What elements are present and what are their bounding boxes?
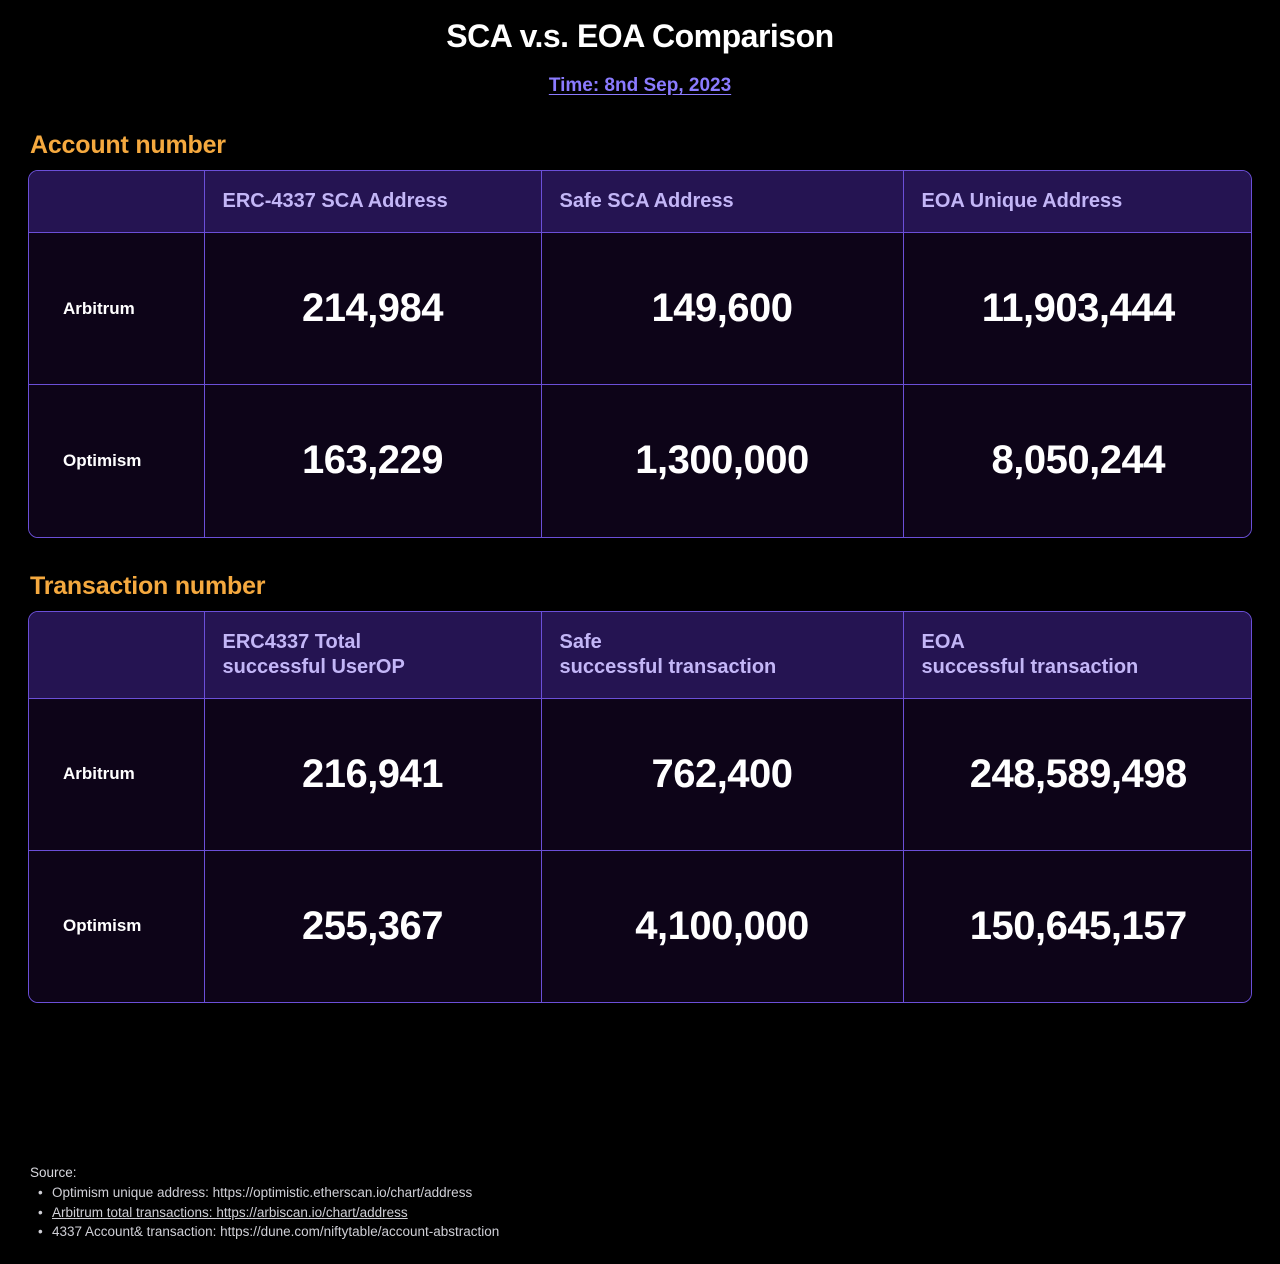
- cell-optimism-eoa-unique-address: 8,050,244: [903, 385, 1252, 537]
- cell-arbitrum-safe-sca-address: 149,600: [541, 233, 903, 385]
- column-header-line1: Safe: [559, 630, 602, 653]
- row-header-optimism: Optimism: [29, 850, 204, 1002]
- list-item: • Optimism unique address: https://optimistic.etherscan.io/chart/address: [30, 1183, 499, 1203]
- column-header-line2: successful UserOP: [222, 655, 405, 678]
- page-title: SCA v.s. EOA Comparison: [446, 18, 834, 54]
- table-row: [29, 385, 1252, 537]
- table-header-row: [29, 612, 1252, 699]
- cell-arbitrum-erc4337-sca-address: 214,984: [204, 233, 541, 385]
- list-item: • 4337 Account& transaction: https://dune.com/niftytable/account-abstraction: [30, 1222, 499, 1242]
- cell-optimism-safe-sca-address: 1,300,000: [541, 385, 903, 537]
- transaction-number-table: [29, 612, 1252, 1003]
- table-corner-cell: [29, 171, 204, 233]
- column-header-line1: EOA: [921, 630, 965, 653]
- account-number-table: [29, 171, 1252, 537]
- column-header-erc4337-total-successful-userop: [204, 612, 541, 699]
- source-item-text[interactable]: Arbitrum total transactions: https://arbiscan.io/chart/address: [52, 1204, 408, 1220]
- cell-arbitrum-eoa-unique-address: 11,903,444: [903, 233, 1252, 385]
- source-label: Source:: [30, 1164, 77, 1180]
- table-row: [29, 698, 1252, 850]
- table-row: [29, 850, 1252, 1002]
- row-header-optimism: Optimism: [29, 385, 204, 537]
- table-row: [29, 233, 1252, 385]
- cell-arbitrum-erc4337-userop: 216,941: [204, 698, 541, 850]
- transaction-number-table-wrap: [28, 611, 1252, 1004]
- table-header-row: [29, 171, 1252, 233]
- row-header-arbitrum: Arbitrum: [29, 698, 204, 850]
- section-label-account-number: Account number: [30, 131, 226, 159]
- cell-optimism-eoa-transaction: 150,645,157: [903, 850, 1252, 1002]
- column-header-safe-sca-address: Safe SCA Address: [541, 171, 903, 233]
- column-header-erc4337-sca-address: ERC-4337 SCA Address: [204, 171, 541, 233]
- cell-optimism-erc4337-userop: 255,367: [204, 850, 541, 1002]
- source-note: [30, 1163, 499, 1242]
- source-list: [30, 1183, 499, 1242]
- list-item: [30, 1203, 499, 1223]
- cell-arbitrum-safe-transaction: 762,400: [541, 698, 903, 850]
- column-header-line2: successful transaction: [921, 655, 1139, 678]
- row-header-arbitrum: Arbitrum: [29, 233, 204, 385]
- column-header-eoa-successful-transaction: [903, 612, 1252, 699]
- section-label-transaction-number: Transaction number: [30, 571, 266, 600]
- cell-optimism-safe-transaction: 4,100,000: [541, 850, 903, 1002]
- cell-optimism-erc4337-sca-address: 163,229: [204, 385, 541, 537]
- column-header-eoa-unique-address: EOA Unique Address: [903, 171, 1252, 233]
- account-number-table-wrap: [28, 170, 1252, 538]
- column-header-line2: successful transaction: [559, 655, 777, 678]
- cell-arbitrum-eoa-transaction: 248,589,498: [903, 698, 1252, 850]
- timestamp-link[interactable]: Time: 8nd Sep, 2023: [548, 75, 732, 96]
- table-corner-cell: [29, 612, 204, 699]
- column-header-line1: ERC4337 Total: [222, 630, 362, 653]
- column-header-safe-successful-transaction: [541, 612, 903, 699]
